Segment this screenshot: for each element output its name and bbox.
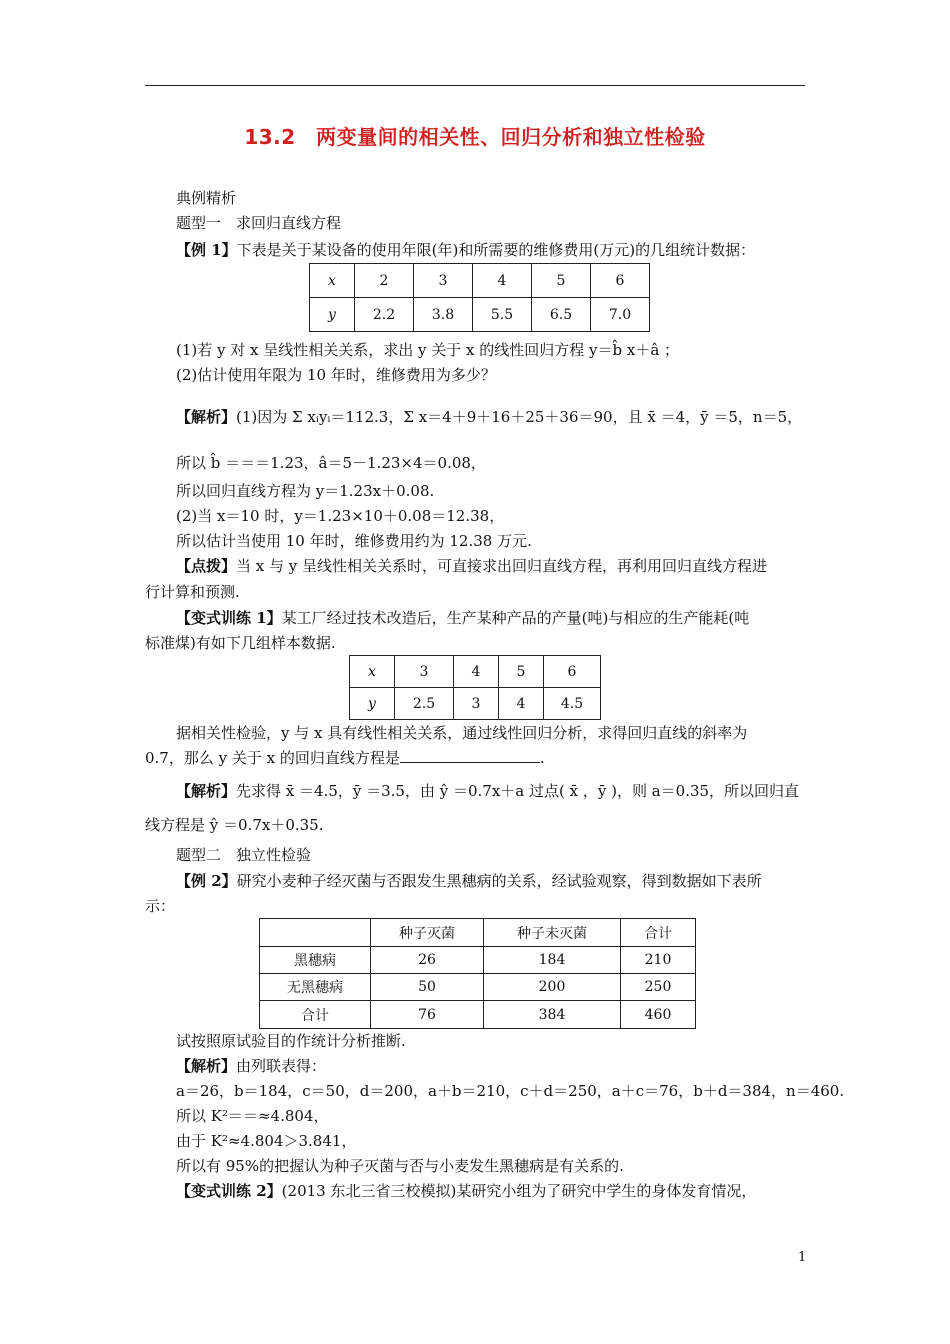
solution-2-text-cont: 线方程是 ŷ ＝0.7x＋0.35.: [145, 816, 324, 834]
example-1-line: [176, 240, 755, 260]
table-cell: 2.5: [395, 688, 454, 720]
table-cell: 4: [473, 264, 532, 298]
topic-heading-2: 题型二 独立性检验: [176, 846, 312, 864]
table-cell: 无黑穗病: [260, 974, 371, 1001]
table-cell: 4: [499, 688, 544, 720]
tip-line: [176, 556, 767, 576]
solution-1-equation: 所以回归直线方程为 y＝1.23x＋0.08.: [176, 482, 435, 500]
example-2-line: [176, 871, 762, 891]
table-cell: 26: [371, 947, 484, 974]
tip-text-cont: 行计算和预测.: [145, 583, 240, 601]
exercise-1-text: 某工厂经过技术改造后，生产某种产品的产量(吨)与相应的生产能耗(吨: [281, 609, 750, 627]
solution-1-slope: 所以 b̂ ＝＝＝1.23，â＝5－1.23×4＝0.08，: [176, 454, 486, 472]
exercise-2-text: (2013 东北三省三校模拟)某研究小组为了研究中学生的身体发育情况，: [281, 1182, 757, 1200]
solution-tag: 【解析】: [176, 408, 237, 426]
solution-1-line: [176, 407, 802, 427]
section-label: 典例精析: [176, 189, 237, 207]
tip-text: 当 x 与 y 呈线性相关关系时，可直接求出回归直线方程，再利用回归直线方程进: [236, 557, 768, 575]
table-output-energy: [349, 655, 601, 720]
table-cell: 210: [621, 947, 696, 974]
table-cell: 184: [484, 947, 621, 974]
solution-1-part2: (2)当 x＝10 时，y＝1.23×10＋0.08＝12.38，: [176, 507, 505, 525]
solution-3-conclusion: 所以有 95%的把握认为种子灭菌与否与小麦发生黑穗病是有关系的.: [176, 1157, 624, 1175]
table-cell: 200: [484, 974, 621, 1001]
table-cell: 4: [454, 656, 499, 688]
question-2: (2)估计使用年限为 10 年时，维修费用为多少？: [176, 366, 496, 384]
table-cell: 250: [621, 974, 696, 1001]
table-cell: y: [310, 298, 355, 332]
page-number: 1: [798, 1250, 807, 1265]
solution-3-text: 由列联表得：: [236, 1057, 327, 1075]
table-cell: 5: [499, 656, 544, 688]
table-cell: 2: [355, 264, 414, 298]
solution-2-text: 先求得 x̄ ＝4.5，ȳ ＝3.5，由 ŷ ＝0.7x＋a 过点( x̄ ，ȳ )，则 a＝0.35，所以回归直: [236, 782, 800, 800]
table-cell: 3: [454, 688, 499, 720]
table-header-cell: 种子灭菌: [371, 919, 484, 947]
table-header-cell: [260, 919, 371, 947]
table-cell: 2.2: [355, 298, 414, 332]
table-cell: 3.8: [414, 298, 473, 332]
exercise-1-line: [176, 608, 749, 628]
table-cell: 6.5: [532, 298, 591, 332]
table-cell: 5: [532, 264, 591, 298]
table-cell: 76: [371, 1001, 484, 1029]
table-cell: 黑穗病: [260, 947, 371, 974]
question-1: (1)若 y 对 x 呈线性相关关系，求出 y 关于 x 的线性回归方程 y＝b̂ x＋â ；: [176, 341, 680, 359]
table-cell: 7.0: [591, 298, 650, 332]
answer-blank: [400, 748, 540, 763]
table-contingency: [259, 918, 696, 1029]
table-header-cell: 合计: [621, 919, 696, 947]
solution-1-text: (1)因为 Σ xᵢyᵢ＝112.3，Σ x＝4＋9＋16＋25＋36＝90，且 x̄ ＝4，ȳ ＝5，n＝5，: [236, 408, 803, 426]
example-1-tag: 【例 1】: [176, 241, 237, 259]
exercise-1-question-end: .: [539, 749, 545, 767]
exercise-2-tag: 【变式训练 2】: [176, 1182, 282, 1200]
table-cell: y: [350, 688, 395, 720]
table-cell: 6: [544, 656, 601, 688]
page-title: 13.2 两变量间的相关性、回归分析和独立性检验: [244, 125, 706, 149]
table-cell: 460: [621, 1001, 696, 1029]
tip-tag: 【点拨】: [176, 557, 237, 575]
table-cell: x: [350, 656, 395, 688]
table-cell: 384: [484, 1001, 621, 1029]
table-cell: 4.5: [544, 688, 601, 720]
solution-3-values: a＝26，b＝184，c＝50，d＝200，a＋b＝210，c＋d＝250，a＋c＝76，b＋d＝384，n＝460.: [176, 1082, 845, 1100]
example-1-text: 下表是关于某设备的使用年限(年)和所需要的维修费用(万元)的几组统计数据：: [236, 241, 756, 259]
solution-1-conclusion: 所以估计当使用 10 年时，维修费用约为 12.38 万元.: [176, 532, 532, 550]
exercise-1-question-cont: [145, 748, 545, 768]
table-cell: 3: [395, 656, 454, 688]
solution-3-k2: 所以 K²＝＝≈4.804，: [176, 1107, 329, 1125]
header-rule: [145, 85, 805, 86]
solution-3-compare: 由于 K²≈4.804＞3.841，: [176, 1132, 357, 1150]
table-cell: 50: [371, 974, 484, 1001]
table-cell: 合计: [260, 1001, 371, 1029]
exercise-1-question: 据相关性检验，y 与 x 具有线性相关关系，通过线性回归分析，求得回归直线的斜率为: [176, 724, 748, 742]
exercise-1-question-text: 0.7，那么 y 关于 x 的回归直线方程是: [145, 749, 400, 767]
exercise-2-line: [176, 1181, 756, 1201]
example-2-tag: 【例 2】: [176, 872, 237, 890]
topic-heading-1: 题型一 求回归直线方程: [176, 214, 342, 232]
table-cell: 3: [414, 264, 473, 298]
example-2-text-cont: 示：: [145, 897, 176, 915]
exercise-1-text-cont: 标准煤)有如下几组样本数据.: [145, 634, 336, 652]
solution-2-line: [176, 781, 799, 801]
table-header-cell: 种子未灭菌: [484, 919, 621, 947]
table-cell: x: [310, 264, 355, 298]
solution-3-line: [176, 1056, 326, 1076]
table-usage-cost: [309, 263, 650, 332]
solution-tag: 【解析】: [176, 782, 237, 800]
example-2-text: 研究小麦种子经灭菌与否跟发生黑穗病的关系，经试验观察，得到数据如下表所: [236, 872, 762, 890]
table-cell: 6: [591, 264, 650, 298]
solution-tag: 【解析】: [176, 1057, 237, 1075]
table-cell: 5.5: [473, 298, 532, 332]
example-2-task: 试按照原试验目的作统计分析推断.: [176, 1032, 406, 1050]
exercise-1-tag: 【变式训练 1】: [176, 609, 282, 627]
